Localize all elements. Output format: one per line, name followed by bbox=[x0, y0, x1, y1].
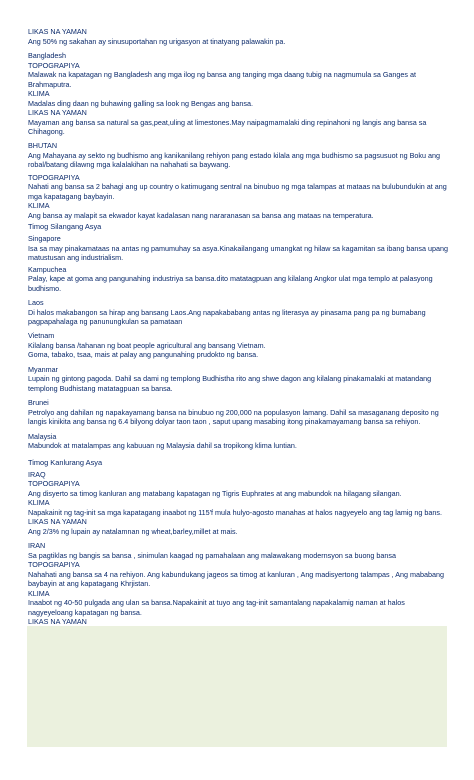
section-iraq bbox=[28, 470, 448, 537]
country-heading: BHUTAN bbox=[28, 141, 58, 151]
paragraph: Malawak na kapatagan ng Bangladesh ang mga ilog ng bansa ang tanging mga daang tubig na nagmumula sa Ganges at Brahmaputra. bbox=[28, 70, 417, 89]
country-heading: Malaysia bbox=[28, 431, 57, 441]
paragraph: Nahati ang bansa sa 2 bahagi ang up country o katimugang sentral na binubuo ng mga talampas at mataas na bulubundukin at ang mga kapatagang baybayin. bbox=[28, 182, 447, 201]
paragraph: Mabundok at matalampas ang kabuuan ng Malaysia dahil sa tropikong klima luntian. bbox=[28, 441, 297, 451]
section-malaysia bbox=[28, 432, 448, 451]
paragraph: Di halos makabangon sa hirap ang bansang Laos.Ang napakababang antas ng literasya ay pinasama pang pa ng bumabang pagpapahalaga ng panunungkulan sa pamataan bbox=[28, 307, 426, 327]
label-likas-na-yaman: LIKAS NA YAMAN bbox=[28, 617, 87, 627]
paragraph: Ang Mahayana ay sekto ng budhismo ang kanikanilang rehiyon pang estado kilala ang mga budhismo sa pagsusuot ng Boku ang robal/batang dilawng mga kalalakihan na nahahati sa baywang. bbox=[28, 151, 440, 170]
label-klima: KLIMA bbox=[28, 588, 50, 598]
paragraph: Kilalang bansa /tahanan ng boat people agricultural ang bansang Vietnam. bbox=[28, 341, 266, 351]
section-kampuchea bbox=[28, 265, 448, 293]
paragraph: Goma, tabako, tsaa, mais at palay ang pangunahing prudokto ng bansa. bbox=[28, 350, 259, 360]
section-bangladesh bbox=[28, 51, 448, 136]
country-heading: Myanmar bbox=[28, 364, 58, 374]
paragraph: Nahahati ang bansa sa 4 na rehiyon. Ang kabundukang jageos sa timog at kanluran , Ang madisyertong talampas , Ang mababang baybayin at ang kapatagang Khrjistan. bbox=[28, 569, 444, 589]
label-klima: KLIMA bbox=[28, 498, 50, 508]
section-likas-intro bbox=[28, 27, 448, 46]
country-heading: Vietnam bbox=[28, 331, 55, 341]
section-laos bbox=[28, 298, 448, 326]
paragraph: Ang 50% ng sakahan ay sinusuportahan ng urigasyon at tinatyang palawakin pa. bbox=[28, 36, 286, 46]
section-bhutan bbox=[28, 141, 448, 220]
section-vietnam bbox=[28, 331, 448, 359]
label-likas-na-yaman: LIKAS NA YAMAN bbox=[28, 27, 87, 36]
paragraph: Isa sa may pinakamataas na antas ng pamumuhay sa asya.Kinakailangang umangkat ng hilaw sa kagamitan sa ibang bansa upang matustusan ang industrialism. bbox=[28, 243, 448, 263]
country-heading: Kampuchea bbox=[28, 264, 67, 274]
region-heading: Timog Kanlurang Asya bbox=[28, 457, 103, 467]
label-topograpiya: TOPOGRAPIYA bbox=[28, 479, 80, 489]
region-heading: Timog Silangang Asya bbox=[28, 222, 102, 232]
country-heading: Singapore bbox=[28, 234, 61, 244]
paragraph: Mayaman ang bansa sa natural sa gas,peat,uling at limestones.May naipagmamalaki ding repinahoni ng langis ang bansa sa Chihagong. bbox=[28, 117, 427, 136]
paragraph: Ang bansa ay malapit sa ekwador kayat kadalasan nang nararanasan sa bansa ang mataas na temperatura. bbox=[28, 210, 374, 220]
label-likas-na-yaman: LIKAS NA YAMAN bbox=[28, 108, 87, 117]
paragraph: Napakainit ng tag-init sa mga kapatagang inaabot ng 115'f mula hulyo-agosto manahas at halos nagyeyelo ang tag lamig ng bans. bbox=[28, 507, 442, 517]
paragraph: Lupain ng gintong pagoda. Dahil sa dami ng templong Budhistha rito ang shwe dagon ang kilalang pinakamalaki at matandang templong Budhistang matatagpuan sa bansa. bbox=[28, 374, 432, 393]
label-topograpiya: TOPOGRAPIYA bbox=[28, 60, 80, 70]
paragraph: Sa pagtiklas ng bangis sa bansa , sinimulan kaagad ng pamahalaan ang malawakang modernsyon sa buong bansa bbox=[28, 550, 397, 560]
country-heading: IRAN bbox=[28, 541, 46, 551]
label-klima: KLIMA bbox=[28, 201, 50, 211]
country-heading: Bangladesh bbox=[28, 51, 66, 60]
country-heading: Laos bbox=[28, 298, 44, 308]
label-klima: KLIMA bbox=[28, 89, 50, 98]
paragraph: Palay, kape at goma ang pangunahing industriya sa bansa.dito matatagpuan ang kilalang Angkor ulat mga templo at palasyong budhismo. bbox=[28, 274, 433, 293]
country-heading: Brunei bbox=[28, 398, 49, 408]
paragraph: Inaabot ng 40-50 pulgada ang ulan sa bansa.Napakainit at tuyo ang tag-init samantalang napakalamig naman at halos nagyeyeloang kapatagan ng bansa. bbox=[28, 598, 405, 617]
paragraph: Petrolyo ang dahilan ng napakayamang bansa na binubuo ng 200,000 na populasyon lamang. Dahil sa masaganang deposito ng langis kinikita ang bansa ng 6.4 bilyong dolyar taon taon , saput upang masabing itong pinakamayamang bansa sa rehiyon. bbox=[28, 407, 439, 427]
label-topograpiya: TOPOGRAPIYA bbox=[28, 560, 80, 570]
country-heading: IRAQ bbox=[28, 469, 46, 479]
paragraph: Ang 2/3% ng lupain ay natalamnan ng wheat,barley,millet at mais. bbox=[28, 526, 238, 536]
label-topograpiya: TOPOGRAPIYA bbox=[28, 172, 80, 182]
document-body bbox=[28, 27, 448, 647]
shaded-panel bbox=[27, 626, 447, 747]
label-likas-na-yaman: LIKAS NA YAMAN bbox=[28, 517, 87, 527]
section-myanmar bbox=[28, 365, 448, 393]
paragraph: Madalas ding daan ng buhawing galling sa look ng Bengas ang bansa. bbox=[28, 98, 253, 108]
paragraph: Ang disyerto sa timog kanluran ang matabang kapatagan ng Tigris Euphrates at ang mabundok na hilagang silangan. bbox=[28, 488, 402, 498]
section-singapore bbox=[28, 234, 448, 262]
section-brunei bbox=[28, 398, 448, 426]
